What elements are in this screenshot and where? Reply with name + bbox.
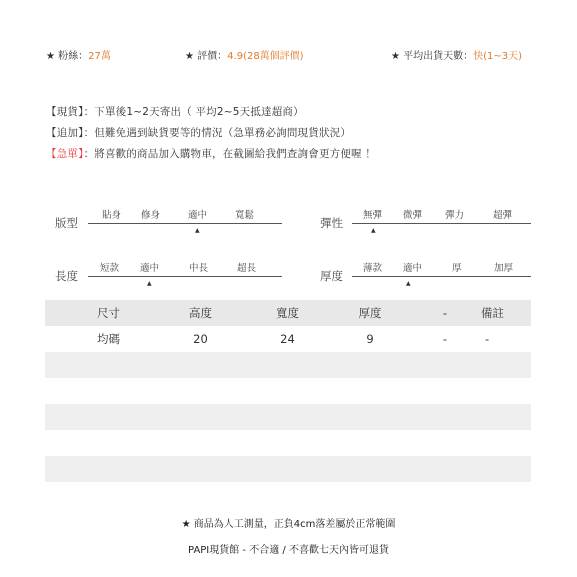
rating-stat <box>185 47 304 62</box>
length-option: 中長 <box>189 263 209 274</box>
length-label: 長度 <box>55 269 78 283</box>
thickness-option: 加厚 <box>494 263 514 274</box>
rating-label: 評價： <box>197 51 228 62</box>
table-cell: - <box>409 326 481 352</box>
footer-return-policy: PAPI現貨館 - 不合適 / 不喜歡七天內皆可退貨 <box>188 545 389 556</box>
length-scale-line <box>88 276 282 277</box>
fit-option: 寬鬆 <box>235 210 255 221</box>
thickness-option: 薄款 <box>363 263 383 274</box>
table-header-cell: - <box>409 300 481 326</box>
length-scale <box>88 261 282 291</box>
table-header-cell: 寬度 <box>244 300 331 326</box>
fit-scale-line <box>88 223 282 224</box>
stretch-option: 超彈 <box>493 210 513 221</box>
fit-option: 貼身 <box>102 210 122 221</box>
note-text: ：下單後1~2天寄出（ 平均2~5天抵達超商） <box>83 106 304 118</box>
note-text: ：將喜歡的商品加入購物車，在截圖給我們查詢會更方便喔 ！ <box>83 148 376 160</box>
stretch-label: 彈性 <box>320 216 343 230</box>
fit-option: 適中 <box>188 210 208 221</box>
shipping-label: 平均出貨天數： <box>403 51 474 62</box>
thickness-option: 厚 <box>452 263 462 274</box>
stretch-option: 彈力 <box>445 210 465 221</box>
length-option: 短款 <box>100 263 120 274</box>
table-header-cell: 尺寸 <box>97 300 157 326</box>
fit-label: 版型 <box>55 216 78 230</box>
stretch-selected-marker: ▲ <box>371 227 376 234</box>
table-cell: 24 <box>244 326 331 352</box>
table-row-empty <box>45 404 531 430</box>
fit-option: 修身 <box>141 210 161 221</box>
thickness-scale-line <box>352 276 531 277</box>
table-row-empty <box>45 456 531 482</box>
table-row-empty <box>45 378 531 404</box>
length-option: 適中 <box>140 263 160 274</box>
thickness-selected-marker: ▲ <box>406 280 411 287</box>
stretch-scale-line <box>352 223 531 224</box>
length-option: 超長 <box>237 263 257 274</box>
note-restock <box>46 125 351 140</box>
table-cell: 20 <box>157 326 244 352</box>
star-icon: ★ <box>181 519 191 530</box>
fit-selected-marker: ▲ <box>195 227 200 234</box>
table-cell: 均碼 <box>97 326 157 352</box>
note-tag-urgent: 【急單】 <box>46 148 84 160</box>
thickness-option: 適中 <box>403 263 423 274</box>
note-urgent <box>46 146 376 161</box>
table-header-row <box>45 300 531 326</box>
note-text: ：但難免遇到缺貨要等的情況（急單務必詢問現貨狀況） <box>83 127 352 139</box>
shipping-value: 快(1~3天) <box>473 51 523 62</box>
note-tag: 【現貨】 <box>46 106 84 118</box>
thickness-label: 厚度 <box>320 269 343 283</box>
footer-line1: 商品為人工測量，正負4cm落差屬於正常範圍 <box>193 519 396 530</box>
table-row <box>45 326 531 352</box>
length-selected-marker: ▲ <box>147 280 152 287</box>
fans-value: 27萬 <box>88 51 111 62</box>
note-tag: 【追加】 <box>46 127 84 139</box>
table-cell: 9 <box>331 326 409 352</box>
stretch-option: 無彈 <box>363 210 383 221</box>
footer-measure-note <box>0 515 577 530</box>
star-icon: ★ <box>391 51 400 62</box>
table-header-cell: 厚度 <box>331 300 409 326</box>
size-table <box>45 300 531 482</box>
table-row-empty <box>45 352 531 378</box>
note-instock <box>46 104 304 119</box>
thickness-scale <box>352 261 531 291</box>
shipping-stat <box>391 47 522 62</box>
fans-stat <box>46 47 111 62</box>
fit-scale <box>88 208 282 238</box>
table-row-empty <box>45 430 531 456</box>
table-header-cell: 高度 <box>157 300 244 326</box>
stretch-scale <box>352 208 531 238</box>
table-header-cell: 備註 <box>481 300 531 326</box>
rating-value: 4.9(28萬個評價) <box>227 51 304 62</box>
stretch-option: 微彈 <box>403 210 423 221</box>
star-icon: ★ <box>185 51 194 62</box>
fans-label: 粉絲： <box>58 51 89 62</box>
star-icon: ★ <box>46 51 55 62</box>
table-cell: - <box>481 326 531 352</box>
